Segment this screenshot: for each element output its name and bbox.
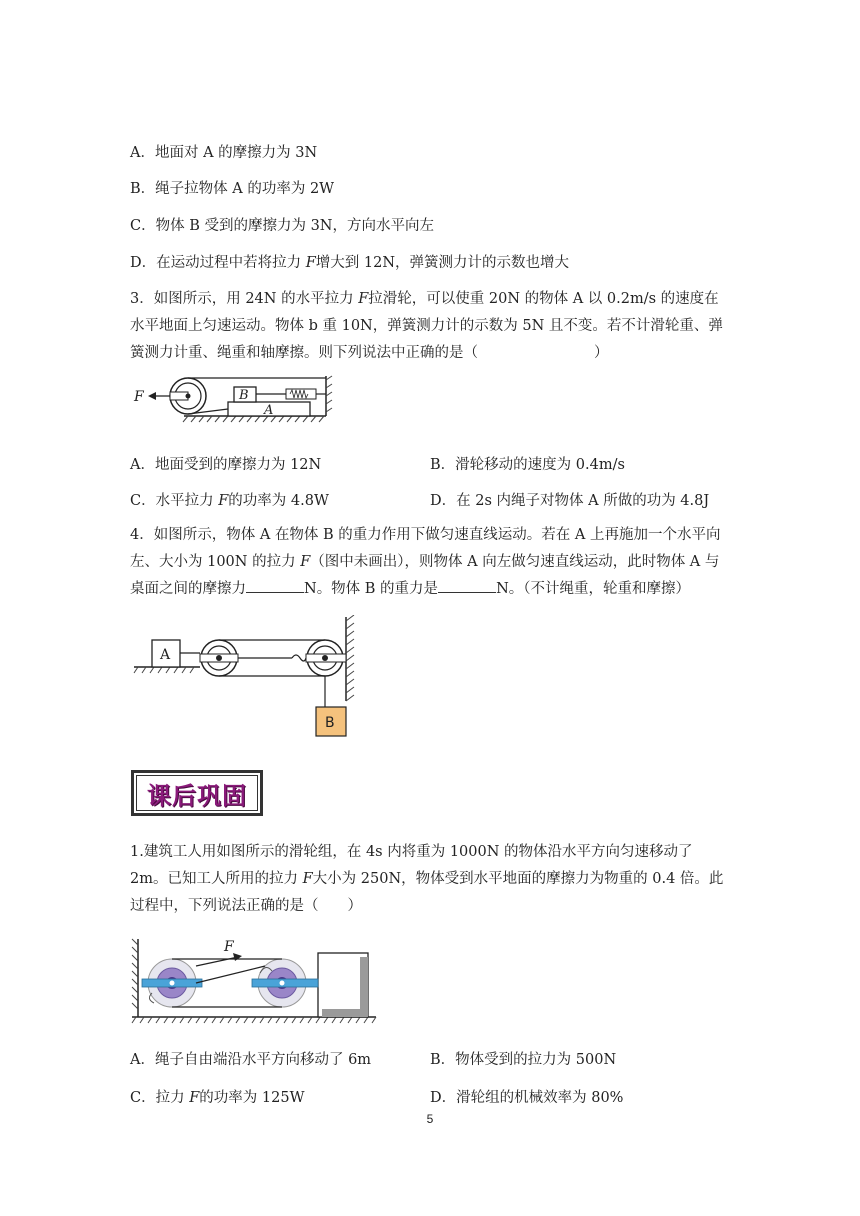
q2-option-d: D．在运动过程中若将拉力 F增大到 12N，弹簧测力计的示数也增大 [130, 255, 570, 271]
q4-question-text: 4．如图所示，物体 A 在物体 B 的重力作用下做匀速直线运动。若在 A 上再施加一个水平向左、大小为 100N 的拉力 F（图中未画出），则物体 A 向左做匀速直线运动，此时物体 A 与桌面之间的摩擦力 N。物体 B 的重力是 N。（不计绳重，轮重和摩擦） [130, 527, 721, 597]
q4-pulley-figure [132, 615, 362, 740]
section-badge [131, 770, 263, 816]
hw1-option-b: B．物体受到的拉力为 500N [430, 1052, 617, 1068]
hw1-pulley-figure [130, 935, 380, 1027]
label-a: A [264, 403, 274, 418]
q3-option-c: C．水平拉力 F的功率为 4.8W [130, 493, 329, 509]
label-a: A [160, 647, 171, 663]
answer-blank-1[interactable] [246, 578, 304, 593]
q2-option-a: A．地面对 A 的摩擦力为 3N [130, 145, 318, 161]
q3-question-text: 3．如图所示，用 24N 的水平拉力 F拉滑轮，可以使重 20N 的物体 A 以 0.2m/s 的速度在水平地面上匀速运动。物体 b 重 10N，弹簧测力计的示数为 5N 且不变。若不计滑轮重、弹簧测力计重、绳重和轴摩擦。则下列说法中正确的是（ ） [130, 291, 723, 361]
section-title: 课后巩固 [147, 781, 247, 810]
q2-option-c: C．物体 B 受到的摩擦力为 3N，方向水平向左 [130, 218, 434, 234]
label-b: B [239, 388, 249, 403]
label-b: B [325, 715, 335, 731]
hw1-option-a: A．绳子自由端沿水平方向移动了 6m [130, 1052, 372, 1068]
q2-option-b: B．绳子拉物体 A 的功率为 2W [130, 181, 335, 197]
page-number: 5 [426, 1112, 434, 1126]
answer-blank-2[interactable] [438, 578, 496, 593]
label-f: F [224, 939, 234, 955]
hw1-option-d: D．滑轮组的机械效率为 80% [430, 1090, 624, 1106]
hw1-question-text: 1.建筑工人用如图所示的滑轮组，在 4s 内将重为 1000N 的物体沿水平方向匀速移动了 2m。已知工人所用的拉力 F大小为 250N，物体受到水平地面的摩擦力为物重的 0.4 倍。此过程中，下列说法正确的是（ ） [130, 844, 724, 914]
q3-pulley-figure [128, 372, 334, 432]
q3-option-a: A．地面受到的摩擦力为 12N [130, 457, 322, 473]
q3-option-b: B．滑轮移动的速度为 0.4m/s [430, 457, 625, 473]
q3-option-d: D．在 2s 内绳子对物体 A 所做的功为 4.8J [430, 493, 710, 509]
label-f: F [134, 389, 144, 405]
hw1-option-c: C．拉力 F的功率为 125W [130, 1090, 305, 1106]
